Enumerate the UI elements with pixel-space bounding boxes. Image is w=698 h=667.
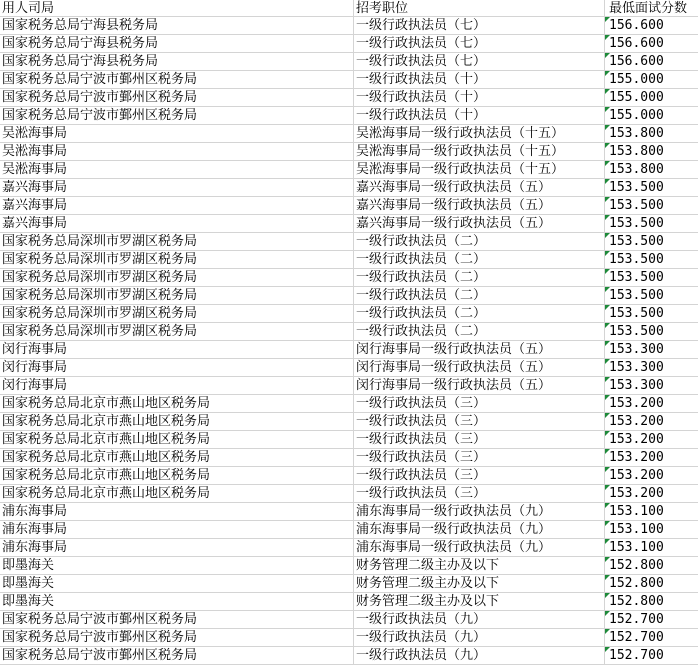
score-value: 152.800	[609, 576, 664, 591]
table-row	[0, 107, 698, 125]
score-value: 152.700	[609, 612, 664, 627]
score-value: 152.700	[609, 630, 664, 645]
cell-employer[interactable]: 国家税务总局深圳市罗湖区税务局	[0, 233, 354, 250]
cell-position[interactable]: 浦东海事局一级行政执法员（九）	[354, 521, 605, 538]
number-as-text-indicator-icon	[605, 125, 610, 130]
cell-position[interactable]: 闵行海事局一级行政执法员（五）	[354, 377, 605, 394]
score-value: 153.200	[609, 468, 664, 483]
cell-min-score[interactable]	[605, 647, 698, 664]
number-as-text-indicator-icon	[605, 161, 610, 166]
table-row	[0, 71, 698, 89]
number-as-text-indicator-icon	[605, 251, 610, 256]
table-row	[0, 35, 698, 53]
score-value: 153.500	[609, 270, 664, 285]
cell-employer[interactable]: 吴淞海事局	[0, 143, 354, 160]
cell-employer[interactable]: 国家税务总局宁波市鄞州区税务局	[0, 71, 354, 88]
cell-position[interactable]: 财务管理二级主办及以下	[354, 557, 605, 574]
cell-min-score[interactable]	[605, 377, 698, 394]
cell-position[interactable]: 一级行政执法员（二）	[354, 233, 605, 250]
score-value: 153.500	[609, 216, 664, 231]
cell-min-score[interactable]	[605, 71, 698, 88]
cell-min-score[interactable]	[605, 503, 698, 520]
cell-position[interactable]: 吴淞海事局一级行政执法员（十五）	[354, 143, 605, 160]
cell-position[interactable]: 一级行政执法员（二）	[354, 287, 605, 304]
cell-employer[interactable]: 国家税务总局北京市燕山地区税务局	[0, 467, 354, 484]
score-value: 155.000	[609, 72, 664, 87]
score-value: 153.300	[609, 342, 664, 357]
number-as-text-indicator-icon	[605, 323, 610, 328]
number-as-text-indicator-icon	[605, 143, 610, 148]
table-row	[0, 647, 698, 665]
header-employer[interactable]: 用人司局	[0, 0, 354, 16]
score-value: 156.600	[609, 54, 664, 69]
score-value: 153.500	[609, 252, 664, 267]
table-row	[0, 215, 698, 233]
table-row	[0, 485, 698, 503]
cell-position[interactable]: 嘉兴海事局一级行政执法员（五）	[354, 197, 605, 214]
cell-min-score[interactable]	[605, 269, 698, 286]
table-row	[0, 89, 698, 107]
score-value: 152.800	[609, 594, 664, 609]
cell-employer[interactable]: 国家税务总局宁波市鄞州区税务局	[0, 647, 354, 664]
number-as-text-indicator-icon	[605, 215, 610, 220]
table-row	[0, 557, 698, 575]
cell-employer[interactable]: 国家税务总局深圳市罗湖区税务局	[0, 251, 354, 268]
score-value: 153.500	[609, 180, 664, 195]
cell-min-score[interactable]	[605, 431, 698, 448]
number-as-text-indicator-icon	[605, 629, 610, 634]
cell-employer[interactable]: 闵行海事局	[0, 359, 354, 376]
cell-min-score[interactable]	[605, 449, 698, 466]
score-value: 153.100	[609, 504, 664, 519]
score-value: 153.500	[609, 198, 664, 213]
table-row	[0, 251, 698, 269]
number-as-text-indicator-icon	[605, 431, 610, 436]
score-value: 155.000	[609, 108, 664, 123]
table-row	[0, 431, 698, 449]
number-as-text-indicator-icon	[605, 467, 610, 472]
cell-min-score[interactable]	[605, 107, 698, 124]
cell-min-score[interactable]	[605, 521, 698, 538]
cell-employer[interactable]: 国家税务总局宁海县税务局	[0, 17, 354, 34]
cell-position[interactable]: 一级行政执法员（三）	[354, 395, 605, 412]
table-row	[0, 143, 698, 161]
cell-position[interactable]: 一级行政执法员（七）	[354, 53, 605, 70]
cell-min-score[interactable]	[605, 395, 698, 412]
number-as-text-indicator-icon	[605, 17, 610, 22]
cell-employer[interactable]: 国家税务总局北京市燕山地区税务局	[0, 449, 354, 466]
table-row	[0, 575, 698, 593]
cell-min-score[interactable]	[605, 593, 698, 610]
cell-employer[interactable]: 国家税务总局北京市燕山地区税务局	[0, 431, 354, 448]
table-row	[0, 593, 698, 611]
score-value: 153.200	[609, 450, 664, 465]
cell-min-score[interactable]	[605, 485, 698, 502]
number-as-text-indicator-icon	[605, 287, 610, 292]
number-as-text-indicator-icon	[605, 395, 610, 400]
cell-position[interactable]: 一级行政执法员（二）	[354, 269, 605, 286]
cell-employer[interactable]: 即墨海关	[0, 593, 354, 610]
table-row	[0, 449, 698, 467]
cell-min-score[interactable]	[605, 611, 698, 628]
score-value: 152.700	[609, 648, 664, 663]
cell-min-score[interactable]	[605, 89, 698, 106]
cell-min-score[interactable]	[605, 305, 698, 322]
table-row	[0, 305, 698, 323]
cell-position[interactable]: 吴淞海事局一级行政执法员（十五）	[354, 125, 605, 142]
table-row	[0, 503, 698, 521]
table-row	[0, 539, 698, 557]
cell-employer[interactable]: 国家税务总局北京市燕山地区税务局	[0, 395, 354, 412]
cell-min-score[interactable]	[605, 143, 698, 160]
number-as-text-indicator-icon	[605, 359, 610, 364]
cell-min-score[interactable]	[605, 125, 698, 142]
cell-employer[interactable]: 浦东海事局	[0, 539, 354, 556]
table-row	[0, 197, 698, 215]
cell-min-score[interactable]	[605, 161, 698, 178]
number-as-text-indicator-icon	[605, 71, 610, 76]
score-value: 153.800	[609, 126, 664, 141]
score-value: 153.500	[609, 324, 664, 339]
cell-employer[interactable]: 嘉兴海事局	[0, 179, 354, 196]
cell-position[interactable]: 嘉兴海事局一级行政执法员（五）	[354, 179, 605, 196]
cell-employer[interactable]: 国家税务总局深圳市罗湖区税务局	[0, 269, 354, 286]
table-row	[0, 611, 698, 629]
score-value: 153.100	[609, 540, 664, 555]
table-row	[0, 17, 698, 35]
cell-min-score[interactable]	[605, 575, 698, 592]
cell-position[interactable]: 一级行政执法员（三）	[354, 467, 605, 484]
table-row	[0, 53, 698, 71]
cell-min-score[interactable]	[605, 215, 698, 232]
cell-employer[interactable]: 嘉兴海事局	[0, 197, 354, 214]
cell-min-score[interactable]	[605, 341, 698, 358]
cell-min-score[interactable]	[605, 17, 698, 34]
cell-employer[interactable]: 浦东海事局	[0, 521, 354, 538]
cell-employer[interactable]: 嘉兴海事局	[0, 215, 354, 232]
number-as-text-indicator-icon	[605, 53, 610, 58]
score-value: 153.200	[609, 396, 664, 411]
score-value: 153.300	[609, 378, 664, 393]
number-as-text-indicator-icon	[605, 503, 610, 508]
cell-min-score[interactable]	[605, 53, 698, 70]
cell-employer[interactable]: 国家税务总局深圳市罗湖区税务局	[0, 323, 354, 340]
cell-position[interactable]: 一级行政执法员（二）	[354, 323, 605, 340]
cell-min-score[interactable]	[605, 251, 698, 268]
table-row	[0, 179, 698, 197]
cell-position[interactable]: 闵行海事局一级行政执法员（五）	[354, 359, 605, 376]
score-value: 153.200	[609, 414, 664, 429]
table-row	[0, 629, 698, 647]
table-row	[0, 467, 698, 485]
table-row	[0, 413, 698, 431]
cell-position[interactable]: 嘉兴海事局一级行政执法员（五）	[354, 215, 605, 232]
table-row	[0, 377, 698, 395]
cell-employer[interactable]: 闵行海事局	[0, 341, 354, 358]
number-as-text-indicator-icon	[605, 269, 610, 274]
number-as-text-indicator-icon	[605, 485, 610, 490]
cell-employer[interactable]: 吴淞海事局	[0, 161, 354, 178]
cell-employer[interactable]: 国家税务总局深圳市罗湖区税务局	[0, 287, 354, 304]
cell-min-score[interactable]	[605, 323, 698, 340]
cell-employer[interactable]: 国家税务总局宁波市鄞州区税务局	[0, 107, 354, 124]
score-value: 153.800	[609, 162, 664, 177]
header-min-score[interactable]: 最低面试分数	[609, 1, 688, 16]
cell-min-score[interactable]	[605, 629, 698, 646]
cell-employer[interactable]: 国家税务总局北京市燕山地区税务局	[0, 413, 354, 430]
cell-position[interactable]: 一级行政执法员（七）	[354, 17, 605, 34]
cell-employer[interactable]: 国家税务总局宁海县税务局	[0, 35, 354, 52]
score-value: 153.500	[609, 234, 664, 249]
score-value: 153.200	[609, 486, 664, 501]
number-as-text-indicator-icon	[605, 593, 610, 598]
header-position[interactable]: 招考职位	[354, 0, 605, 16]
cell-min-score[interactable]	[605, 413, 698, 430]
cell-employer[interactable]: 国家税务总局宁波市鄞州区税务局	[0, 629, 354, 646]
number-as-text-indicator-icon	[605, 449, 610, 454]
cell-position[interactable]: 吴淞海事局一级行政执法员（十五）	[354, 161, 605, 178]
table-row	[0, 521, 698, 539]
number-as-text-indicator-icon	[605, 539, 610, 544]
table-row	[0, 233, 698, 251]
cell-min-score[interactable]	[605, 287, 698, 304]
cell-min-score[interactable]	[605, 467, 698, 484]
cell-position[interactable]: 一级行政执法员（十）	[354, 71, 605, 88]
table-row	[0, 269, 698, 287]
cell-position[interactable]: 浦东海事局一级行政执法员（九）	[354, 539, 605, 556]
cell-employer[interactable]: 国家税务总局北京市燕山地区税务局	[0, 485, 354, 502]
cell-employer[interactable]: 即墨海关	[0, 575, 354, 592]
table-row	[0, 125, 698, 143]
table-row	[0, 395, 698, 413]
number-as-text-indicator-icon	[605, 35, 610, 40]
score-value: 153.200	[609, 432, 664, 447]
cell-min-score[interactable]	[605, 35, 698, 52]
cell-employer[interactable]: 国家税务总局宁波市鄞州区税务局	[0, 89, 354, 106]
cell-position[interactable]: 一级行政执法员（十）	[354, 89, 605, 106]
number-as-text-indicator-icon	[605, 377, 610, 382]
number-as-text-indicator-icon	[605, 521, 610, 526]
cell-position[interactable]: 一级行政执法员（三）	[354, 413, 605, 430]
score-value: 153.100	[609, 522, 664, 537]
cell-position[interactable]: 财务管理二级主办及以下	[354, 593, 605, 610]
score-value: 156.600	[609, 18, 664, 33]
cell-employer[interactable]: 国家税务总局深圳市罗湖区税务局	[0, 305, 354, 322]
cell-employer[interactable]: 即墨海关	[0, 557, 354, 574]
cell-employer[interactable]: 国家税务总局宁海县税务局	[0, 53, 354, 70]
cell-position[interactable]: 一级行政执法员（九）	[354, 647, 605, 664]
table-row	[0, 341, 698, 359]
cell-min-score[interactable]	[605, 197, 698, 214]
number-as-text-indicator-icon	[605, 557, 610, 562]
cell-employer[interactable]: 闵行海事局	[0, 377, 354, 394]
cell-employer[interactable]: 浦东海事局	[0, 503, 354, 520]
cell-position[interactable]: 一级行政执法员（二）	[354, 251, 605, 268]
number-as-text-indicator-icon	[605, 305, 610, 310]
number-as-text-indicator-icon	[605, 233, 610, 238]
score-value: 153.500	[609, 288, 664, 303]
table-row	[0, 287, 698, 305]
score-value: 153.500	[609, 306, 664, 321]
cell-min-score[interactable]	[605, 179, 698, 196]
cell-employer[interactable]: 国家税务总局宁波市鄞州区税务局	[0, 611, 354, 628]
number-as-text-indicator-icon	[605, 89, 610, 94]
number-as-text-indicator-icon	[605, 341, 610, 346]
cell-position[interactable]: 一级行政执法员（三）	[354, 431, 605, 448]
cell-min-score[interactable]	[605, 233, 698, 250]
cell-employer[interactable]: 吴淞海事局	[0, 125, 354, 142]
header-row	[0, 0, 698, 17]
number-as-text-indicator-icon	[605, 647, 610, 652]
number-as-text-indicator-icon	[605, 197, 610, 202]
cell-position[interactable]: 一级行政执法员（七）	[354, 35, 605, 52]
score-value: 156.600	[609, 36, 664, 51]
score-value: 153.300	[609, 360, 664, 375]
number-as-text-indicator-icon	[605, 107, 610, 112]
cell-position[interactable]: 财务管理二级主办及以下	[354, 575, 605, 592]
cell-position[interactable]: 一级行政执法员（十）	[354, 107, 605, 124]
cell-min-score[interactable]	[605, 359, 698, 376]
cell-min-score[interactable]	[605, 539, 698, 556]
table-row	[0, 161, 698, 179]
score-value: 152.800	[609, 558, 664, 573]
number-as-text-indicator-icon	[605, 575, 610, 580]
cell-position[interactable]: 浦东海事局一级行政执法员（九）	[354, 503, 605, 520]
score-value: 155.000	[609, 90, 664, 105]
table-row	[0, 323, 698, 341]
table-row	[0, 359, 698, 377]
number-as-text-indicator-icon	[605, 413, 610, 418]
cell-position[interactable]: 一级行政执法员（三）	[354, 485, 605, 502]
cell-position[interactable]: 一级行政执法员（九）	[354, 629, 605, 646]
number-as-text-indicator-icon	[605, 179, 610, 184]
table-body	[0, 17, 698, 665]
cell-position[interactable]: 一级行政执法员（三）	[354, 449, 605, 466]
cell-position[interactable]: 一级行政执法员（二）	[354, 305, 605, 322]
score-value: 153.800	[609, 144, 664, 159]
cell-min-score[interactable]	[605, 557, 698, 574]
number-as-text-indicator-icon	[605, 611, 610, 616]
cell-position[interactable]: 闵行海事局一级行政执法员（五）	[354, 341, 605, 358]
cell-position[interactable]: 一级行政执法员（九）	[354, 611, 605, 628]
